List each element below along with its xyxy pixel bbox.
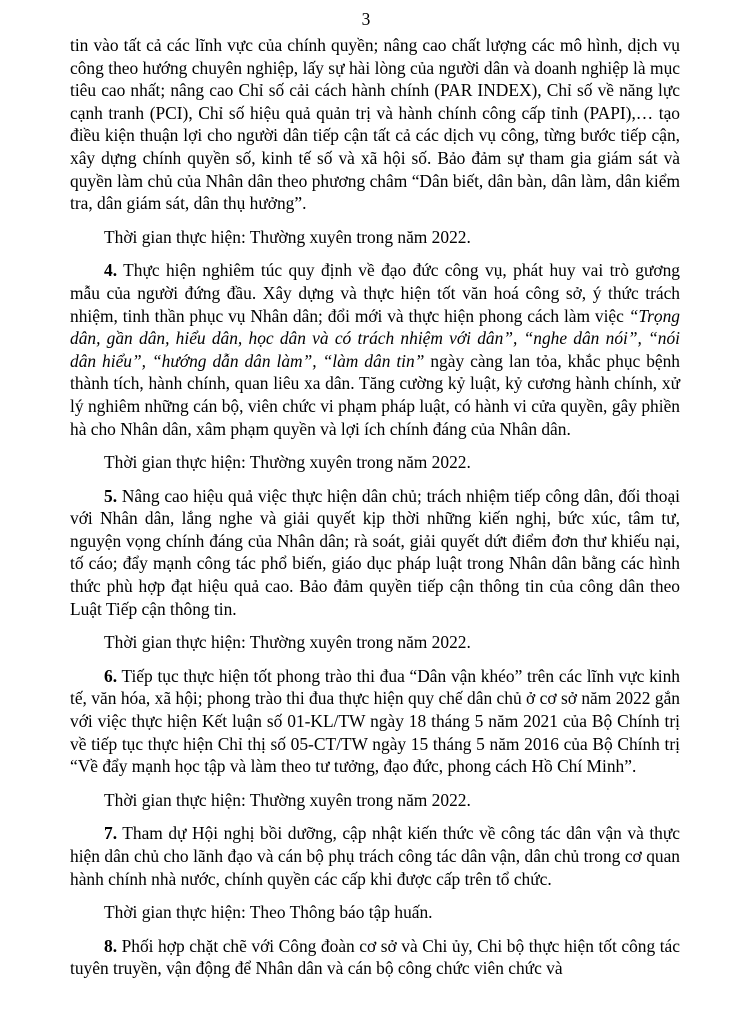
section-7-paragraph	[70, 822, 680, 890]
section-4-text-b: ngày càng lan tỏa, khắc phục bệnh thành tích, hành chính, quan liêu xa dân. Tăng cường kỷ luật, kỷ cương hành chính, xử lý nghiêm những cán bộ, viên chức vi phạm pháp luật, có hành vi cửa quyền, gây phiền hà cho Nhân dân, xâm phạm quyền và lợi ích chính đáng của Nhân dân.	[70, 350, 680, 439]
section-7-text: Tham dự Hội nghị bồi dưỡng, cập nhật kiến thức về công tác dân vận và thực hiện dân chủ cho lãnh đạo và cán bộ phụ trách công tác dân vận, dân chủ trong cơ quan hành chính nhà nước, chính quyền các cấp khi được cấp trên tổ chức.	[70, 823, 680, 889]
page-number: 3	[361, 9, 371, 29]
section-4-paragraph	[70, 259, 680, 440]
section-5-number: 5.	[104, 485, 118, 506]
section-6-text: Tiếp tục thực hiện tốt phong trào thi đua “Dân vận khéo” trên các lĩnh vực kinh tế, văn hóa, xã hội; phong trào thi đua thực hiện quy chế dân chủ ở cơ sở năm 2022 gắn với việc thực hiện Kết luận số 01-KL/TW ngày 18 tháng 5 năm 2021 của Bộ Chính trị về tiếp tục thực hiện Chỉ thị số 05-CT/TW ngày 15 tháng 5 năm 2016 của Bộ Chính trị “Về đẩy mạnh học tập và làm theo tư tưởng, đạo đức, phong cách Hồ Chí Minh”.	[70, 665, 680, 777]
section-8-paragraph	[70, 935, 680, 980]
implementation-time-6: Thời gian thực hiện: Thường xuyên trong năm 2022.	[104, 789, 471, 810]
section-7-number: 7.	[104, 823, 118, 844]
implementation-time-1: Thời gian thực hiện: Thường xuyên trong năm 2022.	[104, 226, 471, 247]
section-8-text: Phối hợp chặt chẽ với Công đoàn cơ sở và Chi ủy, Chi bộ thực hiện tốt công tác tuyên truyền, vận động để Nhân dân và cán bộ công chức viên chức và	[70, 935, 680, 979]
paragraph-continuation: tin vào tất cả các lĩnh vực của chính quyền; nâng cao chất lượng các mô hình, dịch vụ công theo hướng chuyên nghiệp, lấy sự hài lòng của người dân và doanh nghiệp là mục tiêu cao nhất; nâng cao Chỉ số cải cách hành chính (PAR INDEX), Chỉ số về năng lực cạnh tranh (PCI), Chỉ số hiệu quả quản trị và hành chính công cấp tỉnh (PAPI),… tạo điều kiện thuận lợi cho người dân tiếp cận tất cả các dịch vụ công, từng bước tiếp cận, xây dựng chính quyền số, kinh tế số và xã hội số. Bảo đảm sự tham gia giám sát và quyền làm chủ của Nhân dân theo phương châm “Dân biết, dân bàn, dân làm, dân kiểm tra, dân giám sát, dân thụ hưởng”.	[70, 35, 680, 214]
section-4-number: 4.	[104, 260, 118, 281]
section-6-paragraph	[70, 665, 680, 778]
section-5-text: Nâng cao hiệu quả việc thực hiện dân chủ; trách nhiệm tiếp công dân, đối thoại với Nhân dân, lắng nghe và giải quyết kịp thời những kiến nghị, bức xúc, tâm tư, nguyện vọng chính đáng của Nhân dân; rà soát, giải quyết dứt điểm đơn thư khiếu nại, tố cáo; đẩy mạnh công tác phổ biến, giáo dục pháp luật trong Nhân dân bằng các hình thức phù hợp đạt hiệu quả cao. Bảo đảm quyền tiếp cận thông tin của công dân theo Luật Tiếp cận thông tin.	[70, 485, 680, 619]
implementation-time-4: Thời gian thực hiện: Thường xuyên trong năm 2022.	[104, 452, 471, 473]
document-body	[70, 34, 680, 980]
implementation-time-5: Thời gian thực hiện: Thường xuyên trong năm 2022.	[104, 632, 471, 653]
section-4-italic-motto: “Trọng dân, gần dân, hiểu dân, học dân và có trách nhiệm với dân”, “nghe dân nói”, “nói dân hiểu”, “hướng dẫn dân làm”, “làm dân tin”	[70, 305, 680, 371]
section-4-text-a: Thực hiện nghiêm túc quy định về đạo đức công vụ, phát huy vai trò gương mẫu của người đứng đầu. Xây dựng và thực hiện tốt văn hoá công sở, ý thức trách nhiệm, tinh thần phục vụ Nhân dân; đổi mới và thực hiện phong cách làm việc	[70, 260, 680, 326]
section-6-number: 6.	[104, 665, 118, 686]
section-8-number: 8.	[104, 935, 118, 956]
implementation-time-7: Thời gian thực hiện: Theo Thông báo tập huấn.	[104, 902, 433, 923]
section-5-paragraph	[70, 485, 680, 621]
